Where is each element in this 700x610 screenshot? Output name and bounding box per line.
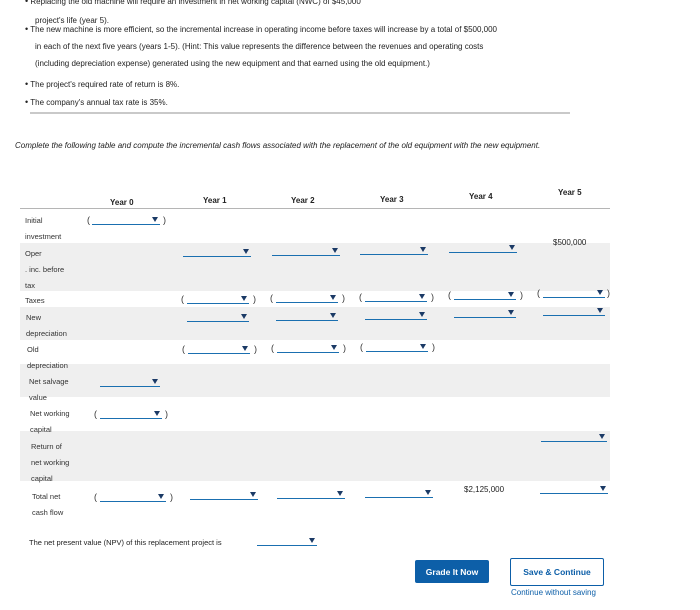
dropdown-new-dep-y5[interactable] bbox=[543, 306, 605, 316]
row-label-line: tax bbox=[25, 281, 36, 290]
bullet-text: Replacing the old machine will require an investment in net working capital (NWC) of $45,000 bbox=[30, 0, 361, 6]
paren-close: ) bbox=[431, 292, 434, 302]
npv-label: The net present value (NPV) of this replacement project is bbox=[29, 538, 222, 547]
row-label-oper-inc bbox=[25, 246, 64, 294]
dropdown-underline bbox=[454, 299, 516, 300]
dropdown-arrow-icon[interactable] bbox=[243, 249, 249, 254]
dropdown-underline bbox=[100, 501, 166, 502]
dropdown-taxes-y1[interactable] bbox=[187, 294, 249, 304]
dropdown-arrow-icon[interactable] bbox=[425, 490, 431, 495]
dropdown-arrow-icon[interactable] bbox=[337, 491, 343, 496]
table-instruction: Complete the following table and compute the incremental cash flows associated with the replacement of the old equipment with the new equipment. bbox=[15, 141, 541, 150]
dropdown-arrow-icon[interactable] bbox=[241, 314, 247, 319]
dropdown-arrow-icon[interactable] bbox=[508, 310, 514, 315]
dropdown-arrow-icon[interactable] bbox=[158, 494, 164, 499]
bullet-text: The project's required rate of return is 8%. bbox=[30, 80, 180, 89]
row-label-line: Old bbox=[27, 345, 39, 354]
dropdown-underline bbox=[276, 302, 338, 303]
dropdown-arrow-icon[interactable] bbox=[332, 248, 338, 253]
dropdown-old-dep-y2[interactable] bbox=[277, 343, 339, 353]
paren-open: ( bbox=[270, 293, 273, 303]
dropdown-arrow-icon[interactable] bbox=[600, 486, 606, 491]
dropdown-underline bbox=[257, 545, 317, 546]
row-label-line: Return of bbox=[31, 442, 62, 451]
row-label-line: Initial bbox=[25, 216, 43, 225]
bullet-continuation: (including depreciation expense) generated using the new equipment and that earned using the old equipment.) bbox=[35, 59, 430, 68]
paren-open: ( bbox=[537, 288, 540, 298]
row-label-line: Oper bbox=[25, 249, 42, 258]
bullet-efficiency bbox=[25, 24, 497, 35]
dropdown-arrow-icon[interactable] bbox=[599, 434, 605, 439]
dropdown-underline bbox=[276, 320, 338, 321]
dropdown-underline bbox=[449, 252, 517, 253]
paren-open: ( bbox=[271, 343, 274, 353]
dropdown-total-y3[interactable] bbox=[365, 488, 433, 498]
dropdown-underline bbox=[100, 418, 162, 419]
dropdown-arrow-icon[interactable] bbox=[152, 379, 158, 384]
dropdown-underline bbox=[365, 301, 427, 302]
bullet-dot-icon: • bbox=[25, 0, 29, 6]
header-year-2: Year 2 bbox=[291, 196, 315, 205]
dropdown-total-y5[interactable] bbox=[540, 484, 608, 494]
bullet-continuation: in each of the next five years (years 1-5). (Hint: This value represents the difference between the revenues and operating costs bbox=[35, 42, 484, 51]
paren-open: ( bbox=[448, 290, 451, 300]
save-continue-button[interactable]: Save & Continue bbox=[510, 558, 604, 586]
dropdown-new-dep-y3[interactable] bbox=[365, 310, 427, 320]
paren-open: ( bbox=[182, 344, 185, 354]
dropdown-taxes-y2[interactable] bbox=[276, 293, 338, 303]
dropdown-total-y0[interactable] bbox=[100, 492, 166, 502]
dropdown-underline bbox=[543, 315, 605, 316]
dropdown-underline bbox=[187, 303, 249, 304]
paren-open: ( bbox=[87, 215, 90, 225]
row-label-total-net bbox=[32, 489, 63, 521]
dropdown-arrow-icon[interactable] bbox=[309, 538, 315, 543]
paren-open: ( bbox=[359, 292, 362, 302]
row-label-line: Net working bbox=[30, 409, 70, 418]
continue-without-saving-link[interactable]: Continue without saving bbox=[511, 588, 596, 597]
row-label-old-depreciation bbox=[27, 342, 68, 374]
bullet-text: The new machine is more efficient, so the incremental increase in operating income before taxes will increase by a total of $500,000 bbox=[30, 25, 498, 34]
dropdown-arrow-icon[interactable] bbox=[508, 292, 514, 297]
dropdown-arrow-icon[interactable] bbox=[241, 296, 247, 301]
dropdown-total-y2[interactable] bbox=[277, 489, 345, 499]
dropdown-total-y1[interactable] bbox=[190, 490, 258, 500]
row-label-line: Total net bbox=[32, 492, 61, 501]
dropdown-arrow-icon[interactable] bbox=[330, 313, 336, 318]
dropdown-underline bbox=[272, 255, 340, 256]
dropdown-initial-investment-y0[interactable] bbox=[92, 215, 160, 225]
dropdown-taxes-y3[interactable] bbox=[365, 292, 427, 302]
row-label-return-nwc bbox=[31, 439, 69, 487]
dropdown-underline bbox=[365, 319, 427, 320]
paren-open: ( bbox=[181, 294, 184, 304]
dropdown-underline bbox=[543, 297, 605, 298]
dropdown-arrow-icon[interactable] bbox=[509, 245, 515, 250]
dropdown-oper-y3[interactable] bbox=[360, 245, 428, 255]
row-label-line: capital bbox=[30, 425, 52, 434]
dropdown-underline bbox=[541, 441, 607, 442]
row-label-net-salvage bbox=[29, 374, 69, 406]
header-year-4: Year 4 bbox=[469, 192, 493, 201]
dropdown-underline bbox=[183, 256, 251, 257]
dropdown-oper-y4[interactable] bbox=[449, 243, 517, 253]
dropdown-arrow-icon[interactable] bbox=[331, 345, 337, 350]
row-label-line: investment bbox=[25, 232, 62, 241]
bullet-investment bbox=[25, 0, 361, 7]
dropdown-arrow-icon[interactable] bbox=[154, 411, 160, 416]
header-year-5: Year 5 bbox=[558, 188, 582, 197]
dropdown-underline bbox=[365, 497, 433, 498]
row-label-new-depreciation bbox=[26, 310, 67, 342]
row-label-initial-investment bbox=[25, 213, 61, 245]
value-total-y4: $2,125,000 bbox=[464, 485, 505, 494]
bullet-tax-rate bbox=[25, 97, 168, 108]
dropdown-arrow-icon[interactable] bbox=[250, 492, 256, 497]
row-band-return-nwc bbox=[20, 431, 610, 481]
dropdown-taxes-y4[interactable] bbox=[454, 290, 516, 300]
row-label-line: Net salvage bbox=[29, 377, 69, 386]
row-label-line: net working bbox=[31, 458, 70, 467]
dropdown-underline bbox=[188, 353, 250, 354]
row-label-line: capital bbox=[31, 474, 53, 483]
grade-it-now-button[interactable]: Grade It Now bbox=[415, 560, 489, 583]
dropdown-arrow-icon[interactable] bbox=[330, 295, 336, 300]
dropdown-underline bbox=[92, 224, 160, 225]
paren-open: ( bbox=[94, 492, 97, 502]
value-oper-y5: $500,000 bbox=[553, 238, 587, 247]
section-divider bbox=[30, 112, 570, 114]
dropdown-oper-y2[interactable] bbox=[272, 246, 340, 256]
dropdown-return-nwc-y5[interactable] bbox=[541, 432, 607, 442]
dropdown-nwc-y0[interactable] bbox=[100, 409, 162, 419]
dropdown-underline bbox=[540, 493, 608, 494]
dropdown-arrow-icon[interactable] bbox=[242, 346, 248, 351]
dropdown-arrow-icon[interactable] bbox=[597, 308, 603, 313]
bullet-required-return bbox=[25, 79, 179, 90]
dropdown-underline bbox=[360, 254, 428, 255]
dropdown-underline bbox=[187, 321, 249, 322]
row-label-line: New bbox=[26, 313, 42, 322]
header-rule bbox=[20, 208, 610, 209]
bullet-continuation: project's life (year 5). bbox=[35, 16, 109, 25]
paren-close: ) bbox=[607, 288, 610, 298]
paren-open: ( bbox=[360, 342, 363, 352]
dropdown-oper-y1[interactable] bbox=[183, 247, 251, 257]
row-label-line: depreciation bbox=[27, 361, 68, 370]
dropdown-new-dep-y1[interactable] bbox=[187, 312, 249, 322]
paren-close: ) bbox=[165, 409, 168, 419]
header-year-0: Year 0 bbox=[110, 198, 134, 207]
bullet-text: The company's annual tax rate is 35%. bbox=[30, 98, 168, 107]
paren-close: ) bbox=[170, 492, 173, 502]
dropdown-arrow-icon[interactable] bbox=[419, 294, 425, 299]
paren-close: ) bbox=[253, 294, 256, 304]
paren-close: ) bbox=[432, 342, 435, 352]
dropdown-arrow-icon[interactable] bbox=[420, 344, 426, 349]
bullet-dot-icon: • bbox=[25, 97, 29, 107]
dropdown-underline bbox=[277, 498, 345, 499]
row-label-line: Taxes bbox=[25, 296, 45, 305]
paren-open: ( bbox=[94, 409, 97, 419]
dropdown-old-dep-y3[interactable] bbox=[366, 342, 428, 352]
dropdown-underline bbox=[454, 317, 516, 318]
row-label-line: . inc. before bbox=[25, 265, 65, 274]
row-label-nwc bbox=[30, 406, 70, 438]
dropdown-underline bbox=[277, 352, 339, 353]
paren-close: ) bbox=[342, 293, 345, 303]
dropdown-net-salvage-y0[interactable] bbox=[100, 377, 160, 387]
row-label-line: cash flow bbox=[32, 508, 64, 517]
dropdown-taxes-y5[interactable] bbox=[543, 288, 605, 298]
bullet-dot-icon: • bbox=[25, 79, 29, 89]
row-label-taxes bbox=[25, 293, 45, 309]
dropdown-arrow-icon[interactable] bbox=[420, 247, 426, 252]
dropdown-old-dep-y1[interactable] bbox=[188, 344, 250, 354]
dropdown-npv[interactable] bbox=[257, 536, 317, 546]
dropdown-arrow-icon[interactable] bbox=[152, 217, 158, 222]
dropdown-underline bbox=[100, 386, 160, 387]
dropdown-underline bbox=[366, 351, 428, 352]
header-year-1: Year 1 bbox=[203, 196, 227, 205]
dropdown-arrow-icon[interactable] bbox=[597, 290, 603, 295]
paren-close: ) bbox=[343, 343, 346, 353]
dropdown-new-dep-y2[interactable] bbox=[276, 311, 338, 321]
paren-close: ) bbox=[254, 344, 257, 354]
paren-close: ) bbox=[163, 215, 166, 225]
header-year-3: Year 3 bbox=[380, 195, 404, 204]
row-label-line: value bbox=[29, 393, 47, 402]
bullet-dot-icon: • bbox=[25, 24, 29, 34]
row-label-line: depreciation bbox=[26, 329, 67, 338]
dropdown-new-dep-y4[interactable] bbox=[454, 308, 516, 318]
paren-close: ) bbox=[520, 290, 523, 300]
dropdown-underline bbox=[190, 499, 258, 500]
dropdown-arrow-icon[interactable] bbox=[419, 312, 425, 317]
